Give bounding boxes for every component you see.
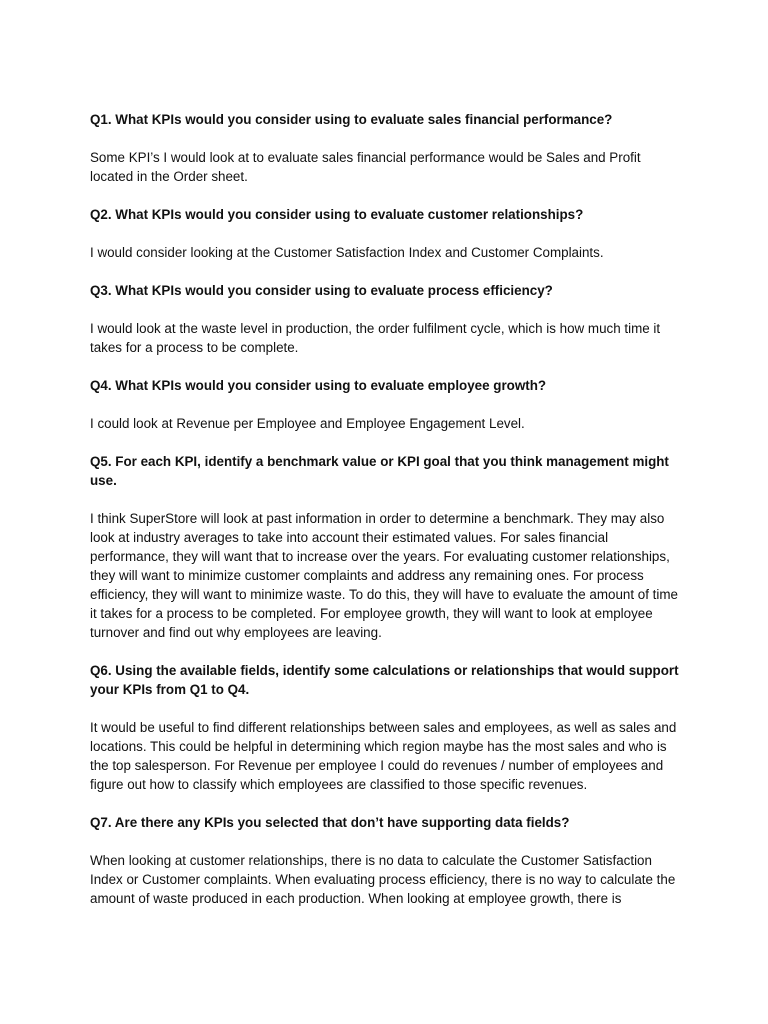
question-3: Q3. What KPIs would you consider using to evaluate process efficiency? (90, 283, 553, 298)
answer-6: It would be useful to find different relationships between sales and employees, as well as sales and locations. This could be helpful in determining which region maybe has the most sales and who is the top salesperson. For Revenue per employee I could do revenues / number of employees and figure out how to classify which employees are classified to those specific revenues. (90, 720, 677, 792)
question-1: Q1. What KPIs would you consider using to evaluate sales financial performance? (90, 112, 613, 127)
question-5: Q5. For each KPI, identify a benchmark value or KPI goal that you think management might use. (90, 454, 669, 488)
answer-3: I would look at the waste level in production, the order fulfilment cycle, which is how much time it takes for a process to be complete. (90, 321, 661, 355)
document-page (90, 110, 680, 908)
question-7: Q7. Are there any KPIs you selected that don’t have supporting data fields? (90, 815, 570, 830)
answer-2: I would consider looking at the Customer Satisfaction Index and Customer Complaints. (90, 245, 604, 260)
answer-1: Some KPI’s I would look at to evaluate sales financial performance would be Sales and Profit located in the Order sheet. (90, 150, 641, 184)
question-6: Q6. Using the available fields, identify some calculations or relationships that would support your KPIs from Q1 to Q4. (90, 663, 679, 697)
answer-5: I think SuperStore will look at past information in order to determine a benchmark. They may also look at industry averages to take into account their estimated values. For sales financial performance, they will want that to increase over the years. For evaluating customer relationships, they will want to minimize customer complaints and address any remaining ones. For process efficiency, they will want to minimize waste. To do this, they will have to evaluate the amount of time it takes for a process to be completed. For employee growth, they will want to look at employee turnover and find out why employees are leaving. (90, 511, 678, 640)
answer-4: I could look at Revenue per Employee and Employee Engagement Level. (90, 416, 525, 431)
answer-7: When looking at customer relationships, there is no data to calculate the Customer Satisfaction Index or Customer complaints. When evaluating process efficiency, there is no way to calculate the amount of waste produced in each production. When looking at employee growth, there is (90, 853, 676, 906)
question-2: Q2. What KPIs would you consider using to evaluate customer relationships? (90, 207, 584, 222)
question-4: Q4. What KPIs would you consider using to evaluate employee growth? (90, 378, 547, 393)
